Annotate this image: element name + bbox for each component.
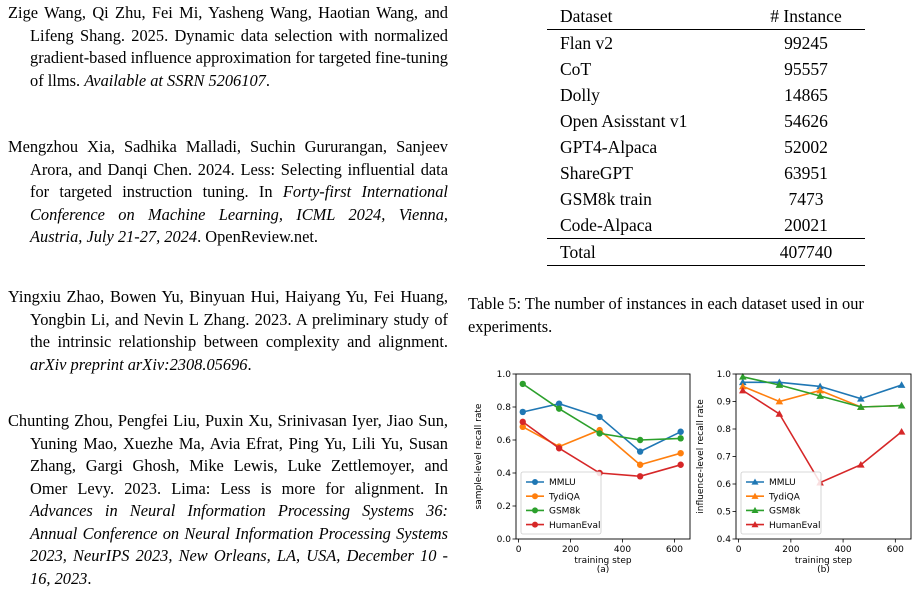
reference-item: Mengzhou Xia, Sadhika Malladi, Suchin Gururangan, Sanjeev Arora, and Danqi Chen. 2024. Less: Selecting influential data for targeted instruction tuning. In Forty-first International Conference on Machine Learning, ICML 2024, Vienna, Austria, July 21-27, 2024. OpenReview.net. xyxy=(8,137,448,246)
data-point xyxy=(637,473,643,479)
series-line-mmlu xyxy=(523,404,681,452)
table-cell-dataset: Flan v2 xyxy=(560,33,613,53)
y-tick-label: 0.2 xyxy=(496,502,511,513)
table-cell-count: 95557 xyxy=(784,59,828,79)
legend-label: TydiQA xyxy=(769,492,800,503)
y-tick-label: 0.8 xyxy=(716,425,731,436)
recall-rate-figure xyxy=(466,358,920,608)
table-caption: Table 5: The number of instances in each dataset used in our experiments. xyxy=(468,294,864,336)
reference-item: Chunting Zhou, Pengfei Liu, Puxin Xu, Srinivasan Iyer, Jiao Sun, Yuning Mao, Xuezhe Ma, Avia Efrat, Ping Yu, Lili Yu, Susan Zhang, Gargi Ghosh, Mike Lewis, Luke Zettlemoyer, and Omer Levy. 2023. Lima: Less is more for alignment. In Advances in Neural Information Processing Systems 36: Annual Conference on Neural Information Processing Systems 2023, NeurIPS 2023, New Orleans, LA, USA, December 10 - 16, 2023. xyxy=(8,411,448,588)
table-cell-dataset: Open Asisstant v1 xyxy=(560,111,688,131)
y-tick-label: 0.7 xyxy=(716,452,731,463)
table-row xyxy=(547,212,865,239)
table-row xyxy=(547,30,865,57)
y-axis-label: sample-level recall rate xyxy=(474,403,484,510)
panel-label: (a) xyxy=(596,565,610,575)
legend-marker xyxy=(532,479,538,485)
table-cell-count: 20021 xyxy=(784,215,828,235)
chart-panel-a xyxy=(474,370,690,575)
x-tick-label: 200 xyxy=(782,545,800,555)
series-line-humaneval xyxy=(743,391,902,483)
x-tick-label: 400 xyxy=(613,545,632,555)
table-row xyxy=(547,56,865,82)
data-point xyxy=(637,437,643,443)
x-tick-label: 600 xyxy=(665,545,684,555)
table-row xyxy=(547,108,865,134)
y-tick-label: 0.4 xyxy=(496,469,511,480)
y-tick-label: 0.6 xyxy=(716,480,731,491)
table-cell-dataset: GPT4-Alpaca xyxy=(560,137,658,157)
table-total-row xyxy=(547,239,865,266)
x-tick-label: 600 xyxy=(886,545,904,555)
legend-label: GSM8k xyxy=(769,506,801,517)
x-axis-label: training step xyxy=(574,556,632,566)
data-point xyxy=(556,405,562,411)
y-tick-label: 0.6 xyxy=(496,436,511,447)
legend-label: HumanEval xyxy=(549,520,601,531)
y-tick-label: 1.0 xyxy=(496,370,511,381)
table-cell-dataset: Code-Alpaca xyxy=(560,215,653,235)
panel-label: (b) xyxy=(817,565,830,575)
x-tick-label: 200 xyxy=(561,545,580,555)
table-row xyxy=(547,82,865,108)
reference-item: Zige Wang, Qi Zhu, Fei Mi, Yasheng Wang, Haotian Wang, and Lifeng Shang. 2025. Dynamic data selection with normalized gradient-based influence approximation for targeted fine-tuning of llms. Available at SSRN 5206107. xyxy=(8,3,448,90)
data-point xyxy=(677,435,683,441)
y-tick-label: 0.8 xyxy=(496,403,511,414)
data-point xyxy=(520,419,526,425)
data-point xyxy=(520,381,526,387)
y-tick-label: 0.9 xyxy=(716,397,731,408)
table-row xyxy=(547,160,865,186)
table-cell-count: 52002 xyxy=(784,137,828,157)
table-header-row xyxy=(547,3,865,30)
x-axis-label: training step xyxy=(794,556,853,566)
legend-marker xyxy=(532,507,538,513)
table-cell-count: 54626 xyxy=(784,111,828,131)
table-row xyxy=(547,186,865,212)
table-total-count: 407740 xyxy=(747,239,865,266)
data-point xyxy=(520,409,526,415)
y-tick-label: 1.0 xyxy=(716,370,731,381)
table-cell-dataset: Dolly xyxy=(560,85,600,105)
data-point xyxy=(596,414,602,420)
legend-label: TydiQA xyxy=(549,492,580,503)
table-total-label: Total xyxy=(547,239,747,266)
table-row xyxy=(547,134,865,160)
table-cell-count: 7473 xyxy=(788,189,824,209)
legend-label: MMLU xyxy=(549,478,576,489)
data-point xyxy=(776,410,784,417)
data-point xyxy=(596,430,602,436)
table-header-dataset: Dataset xyxy=(547,3,747,30)
legend-marker xyxy=(532,493,538,499)
data-point xyxy=(556,445,562,451)
x-tick-label: 0 xyxy=(515,545,522,555)
table-cell-dataset: CoT xyxy=(560,59,592,79)
legend-label: MMLU xyxy=(769,478,796,489)
table-cell-dataset: ShareGPT xyxy=(560,163,633,183)
data-point xyxy=(677,462,683,468)
data-point xyxy=(898,428,906,435)
chart-panel-b xyxy=(696,370,911,575)
data-point xyxy=(637,462,643,468)
data-point xyxy=(677,429,683,435)
data-point xyxy=(898,381,906,388)
y-axis-label: influence-level recall rate xyxy=(696,399,706,514)
dataset-table xyxy=(547,3,865,266)
legend-label: HumanEval xyxy=(769,520,821,531)
table-cell-count: 14865 xyxy=(784,85,828,105)
data-point xyxy=(637,448,643,454)
table-header-instance: # Instance xyxy=(747,3,865,30)
table-cell-count: 99245 xyxy=(784,33,828,53)
legend-label: GSM8k xyxy=(549,506,581,517)
data-point xyxy=(677,450,683,456)
x-tick-label: 400 xyxy=(834,545,852,555)
y-tick-label: 0.5 xyxy=(716,507,731,518)
table-cell-count: 63951 xyxy=(784,163,828,183)
reference-item: Yingxiu Zhao, Bowen Yu, Binyuan Hui, Haiyang Yu, Fei Huang, Yongbin Li, and Nevin L Zhang. 2023. A preliminary study of the intrinsic relationship between complexity and alignment. arXiv preprint arXiv:2308.05696. xyxy=(8,287,448,374)
x-tick-label: 0 xyxy=(735,545,742,555)
y-tick-label: 0.4 xyxy=(716,535,731,546)
table-cell-dataset: GSM8k train xyxy=(560,189,652,209)
y-tick-label: 0.0 xyxy=(496,535,511,546)
legend-marker xyxy=(532,522,538,528)
